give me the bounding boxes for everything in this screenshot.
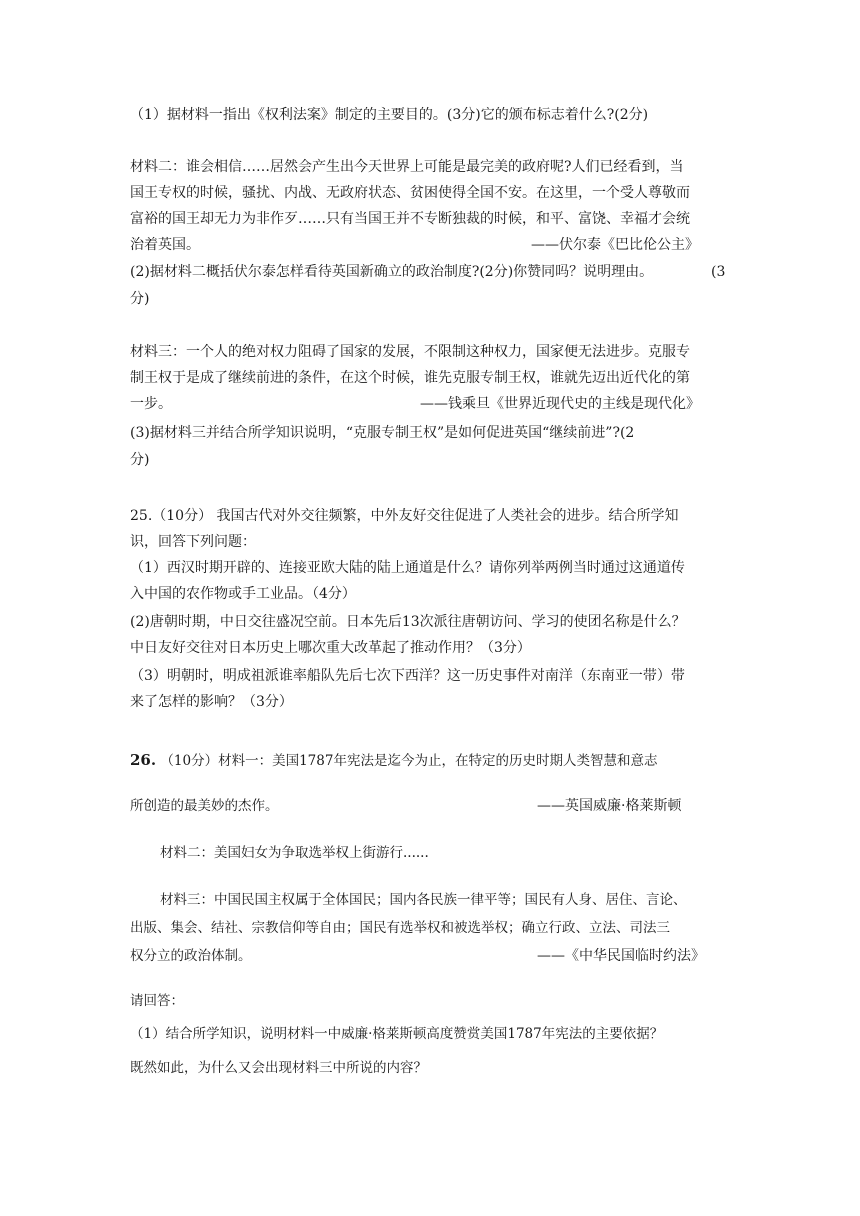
q26-material-3-attribution: ——《中华民国临时约法》 (537, 948, 705, 964)
q24-material-2-line: 治着英国。 (130, 237, 200, 253)
q25-line: 来了怎样的影响？（3分） (130, 694, 293, 710)
q26-material-1-attribution: ——英国威廉·格莱斯顿 (537, 798, 682, 814)
q26-material-1-cont: 所创造的最美妙的杰作。 (130, 798, 279, 814)
q25-line: 入中国的农作物或手工业品。（4分） (130, 586, 356, 602)
q24-subquestion-2: (2)据材料二概括伏尔泰怎样看待英国新确立的政治制度?(2分)你赞同吗？说明理由。 (130, 264, 654, 280)
q24-subquestion-3-cont: 分) (130, 452, 150, 468)
q25-line: 25.（10分） 我国古代对外交往频繁，中外友好交往促进了人类社会的进步。结合所学知 (130, 508, 679, 524)
q25-line: （3）明朝时，明成祖派谁率船队先后七次下西洋？这一历史事件对南洋（东南亚一带）带 (130, 668, 685, 684)
q26-material-3-line: 材料三：中国民国主权属于全体国民；国内各民族一律平等；国民有人身、居住、言论、 (160, 892, 687, 908)
q26-subquestion-1-line: 既然如此，为什么又会出现材料三中所说的内容？ (130, 1060, 427, 1076)
q25-line: （1）西汉时期开辟的、连接亚欧大陆的陆上通道是什么？请你列举两例当时通过这通道传 (130, 560, 685, 576)
q26-header (130, 750, 730, 771)
q24-material-3-attribution: ——钱乘旦《世界近现代史的主线是现代化》 (420, 396, 700, 412)
q26-number: 26. (130, 751, 157, 769)
q24-material-2-line: 富裕的国王却无力为非作歹……只有当国王并不专断独裁的时候，和平、富饶、幸福才会统 (130, 211, 690, 227)
q24-material-3-line: 材料三：一个人的绝对权力阻碍了国家的发展，不限制这种权力，国家便无法进步。克服专 (130, 344, 690, 360)
q25-line: (2)唐朝时期，中日交往盛况空前。日本先后13次派往唐朝访问、学习的使团名称是什么？ (130, 614, 686, 630)
q26-subquestion-1-line: （1）结合所学知识，说明材料一中威廉·格莱斯顿高度赞赏美国1787年宪法的主要依据？ (130, 1026, 664, 1042)
q26-material-2: 材料二：美国妇女为争取选举权上街游行...... (160, 845, 429, 861)
q24-subquestion-3: (3)据材料三并结合所学知识说明，“克服专制王权”是如何促进英国“继续前进”?(2 (130, 425, 635, 441)
q26-material-3-line: 出版、集会、结社、宗教信仰等自由；国民有选举权和被选举权；确立行政、立法、司法三 (130, 920, 670, 936)
q25-line: 识，回答下列问题： (130, 534, 256, 550)
q24-material-2-attribution: ——伏尔泰《巴比伦公主》 (531, 237, 699, 253)
q26-ask: 请回答： (130, 993, 184, 1009)
q24-subquestion-2-score: (3 (711, 264, 726, 280)
q25-line: 中日友好交往对日本历史上哪次重大改革起了推动作用？（3分） (130, 640, 531, 656)
q24-material-3-line: 一步。 (130, 396, 172, 412)
q24-material-3-line: 制王权于是成了继续前进的条件，在这个时候，谁先克服专制王权，谁就先迈出近代化的第 (130, 370, 690, 386)
q26-material-3-line: 权分立的政治体制。 (130, 948, 252, 964)
q24-subquestion-2-score-cont: 分) (130, 291, 150, 307)
q24-material-2-line: 材料二：谁会相信……居然会产生出今天世界上可能是最完美的政府呢?人们已经看到，当 (130, 159, 684, 175)
q26-material-1: （10分）材料一：美国1787年宪法是迄今为止，在特定的历史时期人类智慧和意志 (160, 753, 658, 769)
q24-subquestion-1: （1）据材料一指出《权利法案》制定的主要目的。(3分)它的颁布标志着什么?(2分) (130, 107, 649, 123)
q24-material-2-line: 国王专权的时候，骚扰、内战、无政府状态、贫困使得全国不安。在这里，一个受人尊敬而 (130, 185, 690, 201)
